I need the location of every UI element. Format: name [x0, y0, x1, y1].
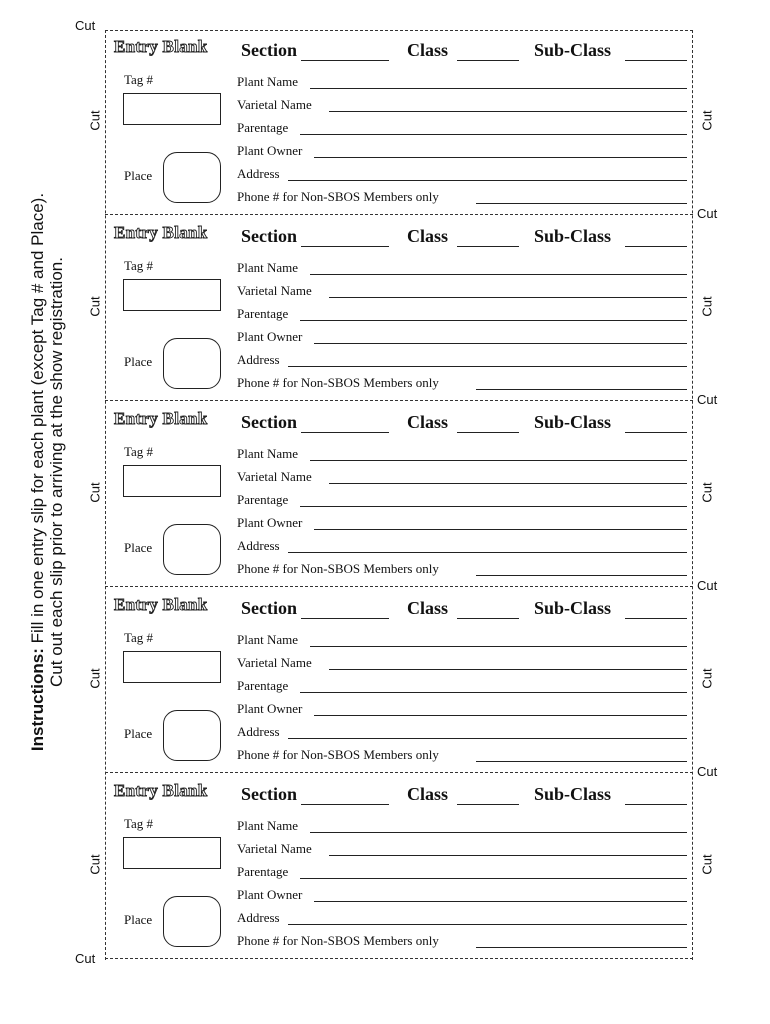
entry-slip	[108, 404, 692, 590]
plant-owner-field[interactable]	[314, 901, 687, 902]
address-field[interactable]	[288, 552, 687, 553]
section-label: Section	[241, 598, 297, 618]
plant-owner-field[interactable]	[314, 529, 687, 530]
entry-blank-title: Entry Blank	[114, 37, 208, 56]
cut-label-side-right: Cut	[699, 296, 715, 317]
plant-name-field[interactable]	[310, 832, 687, 833]
place-label: Place	[124, 726, 153, 741]
parentage-label: Parentage	[237, 678, 289, 693]
parentage-label: Parentage	[237, 120, 289, 135]
cut-label-side-left: Cut	[87, 110, 103, 131]
phone-label: Phone # for Non-SBOS Members only	[237, 375, 439, 390]
tag-box[interactable]	[123, 465, 221, 497]
class-label: Class	[407, 40, 449, 60]
cut-label-side-left: Cut	[87, 296, 103, 317]
address-label: Address	[237, 352, 280, 367]
plant-name-field[interactable]	[310, 88, 687, 89]
place-box[interactable]	[163, 524, 221, 575]
tag-box[interactable]	[123, 93, 221, 125]
subclass-label: Sub-Class	[534, 598, 612, 618]
section-label: Section	[241, 40, 297, 60]
entry-slip	[108, 590, 692, 776]
class-field[interactable]	[457, 618, 519, 619]
class-label: Class	[407, 226, 449, 246]
cut-label-top-left: Cut	[75, 18, 96, 33]
parentage-label: Parentage	[237, 492, 289, 507]
plant-name-label: Plant Name	[237, 260, 299, 275]
place-label: Place	[124, 912, 153, 927]
subclass-field[interactable]	[625, 432, 687, 433]
cut-label-side-right: Cut	[699, 110, 715, 131]
cut-label-bottom-left: Cut	[75, 951, 96, 966]
entry-slip	[108, 32, 692, 218]
entry-slip	[108, 776, 692, 962]
phone-field[interactable]	[476, 575, 687, 576]
subclass-field[interactable]	[625, 804, 687, 805]
address-field[interactable]	[288, 738, 687, 739]
phone-field[interactable]	[476, 203, 687, 204]
phone-label: Phone # for Non-SBOS Members only	[237, 747, 439, 762]
plant-name-label: Plant Name	[237, 818, 299, 833]
phone-field[interactable]	[476, 389, 687, 390]
phone-field[interactable]	[476, 947, 687, 948]
cut-label-side-right: Cut	[699, 668, 715, 689]
cut-label-side-left: Cut	[87, 854, 103, 875]
tag-label: Tag #	[124, 630, 154, 645]
section-label: Section	[241, 226, 297, 246]
address-label: Address	[237, 166, 280, 181]
entry-blank-title: Entry Blank	[114, 595, 208, 614]
plant-owner-label: Plant Owner	[237, 329, 303, 344]
class-field[interactable]	[457, 60, 519, 61]
section-field[interactable]	[301, 246, 389, 247]
varietal-name-label: Varietal Name	[237, 655, 312, 670]
section-field[interactable]	[301, 432, 389, 433]
plant-name-field[interactable]	[310, 460, 687, 461]
plant-owner-field[interactable]	[314, 157, 687, 158]
instructions-label: Instructions:	[28, 648, 47, 752]
plant-owner-field[interactable]	[314, 343, 687, 344]
plant-owner-label: Plant Owner	[237, 701, 303, 716]
parentage-field[interactable]	[300, 320, 687, 321]
parentage-field[interactable]	[300, 134, 687, 135]
cut-frame-right	[692, 30, 693, 960]
class-field[interactable]	[457, 432, 519, 433]
entry-blank-title: Entry Blank	[114, 223, 208, 242]
address-field[interactable]	[288, 924, 687, 925]
cut-label-right: Cut	[697, 578, 718, 593]
varietal-name-label: Varietal Name	[237, 841, 312, 856]
cut-label-side-right: Cut	[699, 854, 715, 875]
class-field[interactable]	[457, 246, 519, 247]
parentage-field[interactable]	[300, 692, 687, 693]
phone-label: Phone # for Non-SBOS Members only	[237, 189, 439, 204]
place-box[interactable]	[163, 338, 221, 389]
instructions-line-1: Fill in one entry slip for each plant (except Tag # and Place).	[28, 192, 47, 644]
plant-name-label: Plant Name	[237, 74, 299, 89]
class-label: Class	[407, 412, 449, 432]
varietal-name-label: Varietal Name	[237, 469, 312, 484]
plant-owner-label: Plant Owner	[237, 515, 303, 530]
subclass-field[interactable]	[625, 60, 687, 61]
cut-label-right: Cut	[697, 206, 718, 221]
parentage-label: Parentage	[237, 306, 289, 321]
cut-label-right: Cut	[697, 764, 718, 779]
address-field[interactable]	[288, 366, 687, 367]
subclass-label: Sub-Class	[534, 412, 612, 432]
address-label: Address	[237, 538, 280, 553]
instructions	[28, 142, 86, 802]
phone-label: Phone # for Non-SBOS Members only	[237, 561, 439, 576]
tag-label: Tag #	[124, 816, 154, 831]
tag-label: Tag #	[124, 72, 154, 87]
plant-owner-label: Plant Owner	[237, 887, 303, 902]
subclass-field[interactable]	[625, 618, 687, 619]
tag-box[interactable]	[123, 279, 221, 311]
place-label: Place	[124, 354, 153, 369]
varietal-name-field[interactable]	[329, 669, 687, 670]
varietal-name-label: Varietal Name	[237, 283, 312, 298]
subclass-field[interactable]	[625, 246, 687, 247]
plant-name-label: Plant Name	[237, 632, 299, 647]
class-label: Class	[407, 784, 449, 804]
parentage-field[interactable]	[300, 878, 687, 879]
phone-label: Phone # for Non-SBOS Members only	[237, 933, 439, 948]
cut-label-side-left: Cut	[87, 668, 103, 689]
section-label: Section	[241, 412, 297, 432]
plant-name-field[interactable]	[310, 646, 687, 647]
plant-name-label: Plant Name	[237, 446, 299, 461]
cut-line-top	[105, 30, 693, 31]
parentage-label: Parentage	[237, 864, 289, 879]
entry-slip	[108, 218, 692, 404]
place-box[interactable]	[163, 152, 221, 203]
place-label: Place	[124, 540, 153, 555]
tag-label: Tag #	[124, 444, 154, 459]
section-field[interactable]	[301, 60, 389, 61]
place-label: Place	[124, 168, 153, 183]
place-box[interactable]	[163, 710, 221, 761]
tag-box[interactable]	[123, 837, 221, 869]
address-field[interactable]	[288, 180, 687, 181]
plant-owner-field[interactable]	[314, 715, 687, 716]
varietal-name-label: Varietal Name	[237, 97, 312, 112]
varietal-name-field[interactable]	[329, 483, 687, 484]
tag-label: Tag #	[124, 258, 154, 273]
varietal-name-field[interactable]	[329, 297, 687, 298]
entry-blank-title: Entry Blank	[114, 781, 208, 800]
varietal-name-field[interactable]	[329, 111, 687, 112]
section-field[interactable]	[301, 618, 389, 619]
parentage-field[interactable]	[300, 506, 687, 507]
cut-label-right: Cut	[697, 392, 718, 407]
plant-owner-label: Plant Owner	[237, 143, 303, 158]
address-label: Address	[237, 724, 280, 739]
place-box[interactable]	[163, 896, 221, 947]
class-field[interactable]	[457, 804, 519, 805]
entry-blank-title: Entry Blank	[114, 409, 208, 428]
cut-label-side-right: Cut	[699, 482, 715, 503]
cut-frame-left	[105, 30, 106, 960]
tag-box[interactable]	[123, 651, 221, 683]
phone-field[interactable]	[476, 761, 687, 762]
subclass-label: Sub-Class	[534, 784, 612, 804]
class-label: Class	[407, 598, 449, 618]
cut-label-side-left: Cut	[87, 482, 103, 503]
subclass-label: Sub-Class	[534, 40, 612, 60]
section-field[interactable]	[301, 804, 389, 805]
section-label: Section	[241, 784, 297, 804]
address-label: Address	[237, 910, 280, 925]
subclass-label: Sub-Class	[534, 226, 612, 246]
varietal-name-field[interactable]	[329, 855, 687, 856]
plant-name-field[interactable]	[310, 274, 687, 275]
instructions-line-2: Cut out each slip prior to arriving at the show registration.	[47, 257, 66, 687]
